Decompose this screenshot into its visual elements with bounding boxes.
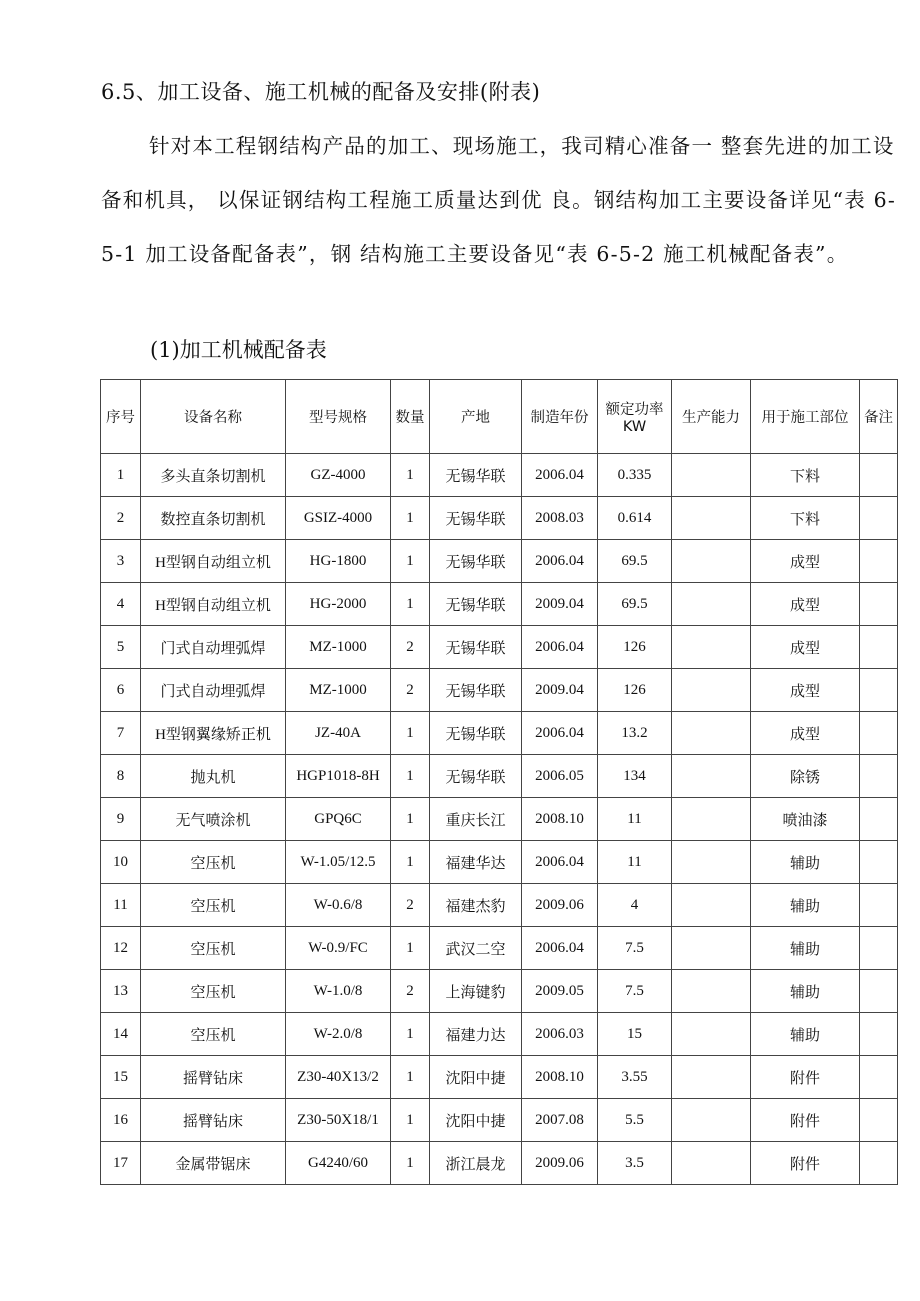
cell-model: MZ-1000	[286, 669, 391, 712]
cell-note	[860, 626, 898, 669]
cell-name: 金属带锯床	[141, 1142, 286, 1185]
cell-model: HGP1018-8H	[286, 755, 391, 798]
cell-capacity	[672, 927, 751, 970]
cell-model: GZ-4000	[286, 454, 391, 497]
cell-capacity	[672, 798, 751, 841]
cell-origin: 无锡华联	[430, 540, 522, 583]
table-row	[101, 454, 898, 497]
cell-no: 17	[101, 1142, 141, 1185]
cell-year: 2006.04	[522, 626, 598, 669]
cell-year: 2006.04	[522, 454, 598, 497]
cell-model: GPQ6C	[286, 798, 391, 841]
cell-origin: 沈阳中捷	[430, 1056, 522, 1099]
cell-usage: 喷油漆	[751, 798, 860, 841]
cell-no: 15	[101, 1056, 141, 1099]
header-qty: 数量	[391, 380, 430, 454]
cell-model: W-0.6/8	[286, 884, 391, 927]
cell-year: 2006.04	[522, 540, 598, 583]
cell-model: W-0.9/FC	[286, 927, 391, 970]
cell-note	[860, 884, 898, 927]
cell-year: 2006.03	[522, 1013, 598, 1056]
cell-name: 空压机	[141, 841, 286, 884]
equipment-table	[100, 379, 898, 1185]
cell-note	[860, 669, 898, 712]
cell-usage: 附件	[751, 1099, 860, 1142]
cell-name: 空压机	[141, 927, 286, 970]
cell-origin: 上海键豹	[430, 970, 522, 1013]
cell-power: 13.2	[598, 712, 672, 755]
cell-name: 数控直条切割机	[141, 497, 286, 540]
cell-model: G4240/60	[286, 1142, 391, 1185]
header-power-unit: KW	[622, 419, 647, 435]
cell-capacity	[672, 669, 751, 712]
cell-year: 2008.10	[522, 1056, 598, 1099]
cell-year: 2006.04	[522, 712, 598, 755]
cell-power: 5.5	[598, 1099, 672, 1142]
cell-year: 2008.03	[522, 497, 598, 540]
cell-year: 2009.06	[522, 1142, 598, 1185]
cell-power: 11	[598, 841, 672, 884]
table-row	[101, 1013, 898, 1056]
cell-capacity	[672, 454, 751, 497]
cell-name: 无气喷涂机	[141, 798, 286, 841]
cell-origin: 福建华达	[430, 841, 522, 884]
cell-year: 2009.06	[522, 884, 598, 927]
table-row	[101, 540, 898, 583]
cell-power: 11	[598, 798, 672, 841]
cell-name: H型钢自动组立机	[141, 583, 286, 626]
cell-year: 2009.04	[522, 583, 598, 626]
cell-model: W-2.0/8	[286, 1013, 391, 1056]
cell-model: Z30-50X18/1	[286, 1099, 391, 1142]
cell-qty: 1	[391, 712, 430, 755]
cell-qty: 2	[391, 884, 430, 927]
cell-qty: 1	[391, 755, 430, 798]
cell-origin: 重庆长江	[430, 798, 522, 841]
cell-note	[860, 1056, 898, 1099]
cell-usage: 附件	[751, 1142, 860, 1185]
cell-capacity	[672, 884, 751, 927]
section-heading: 6.5、加工设备、施工机械的配备及安排(附表)	[101, 80, 541, 104]
cell-capacity	[672, 540, 751, 583]
cell-usage: 成型	[751, 626, 860, 669]
cell-origin: 武汉二空	[430, 927, 522, 970]
cell-no: 3	[101, 540, 141, 583]
cell-origin: 浙江晨龙	[430, 1142, 522, 1185]
cell-origin: 无锡华联	[430, 497, 522, 540]
cell-power: 126	[598, 626, 672, 669]
cell-usage: 辅助	[751, 841, 860, 884]
cell-name: 门式自动埋弧焊	[141, 626, 286, 669]
cell-model: W-1.0/8	[286, 970, 391, 1013]
cell-note	[860, 927, 898, 970]
cell-no: 5	[101, 626, 141, 669]
cell-no: 7	[101, 712, 141, 755]
cell-qty: 1	[391, 1142, 430, 1185]
cell-no: 1	[101, 454, 141, 497]
cell-origin: 无锡华联	[430, 669, 522, 712]
intro-paragraph: 针对本工程钢结构产品的加工、现场施工，我司精心准备一 整套先进的加工设备和机具， 以保证钢结构工程施工质量达到优 良。钢结构加工主要设备详见“表 6-5-1 加工设备配备表”，钢 结构施工主要设备见“表 6-5-2 施工机械配备表”。	[101, 134, 896, 266]
cell-qty: 2	[391, 626, 430, 669]
header-capacity: 生产能力	[672, 380, 751, 454]
cell-qty: 1	[391, 1013, 430, 1056]
cell-no: 14	[101, 1013, 141, 1056]
cell-qty: 1	[391, 1099, 430, 1142]
cell-note	[860, 1099, 898, 1142]
cell-year: 2006.04	[522, 841, 598, 884]
cell-note	[860, 755, 898, 798]
table-row	[101, 970, 898, 1013]
cell-name: 多头直条切割机	[141, 454, 286, 497]
cell-year: 2008.10	[522, 798, 598, 841]
cell-year: 2006.05	[522, 755, 598, 798]
cell-qty: 1	[391, 798, 430, 841]
cell-power: 4	[598, 884, 672, 927]
table-row	[101, 798, 898, 841]
cell-power: 0.614	[598, 497, 672, 540]
cell-note	[860, 454, 898, 497]
cell-year: 2006.04	[522, 927, 598, 970]
cell-name: 空压机	[141, 884, 286, 927]
cell-origin: 无锡华联	[430, 583, 522, 626]
cell-note	[860, 798, 898, 841]
cell-no: 8	[101, 755, 141, 798]
cell-usage: 下料	[751, 497, 860, 540]
table-row	[101, 497, 898, 540]
header-note: 备注	[860, 380, 898, 454]
cell-year: 2009.05	[522, 970, 598, 1013]
cell-name: 空压机	[141, 1013, 286, 1056]
cell-qty: 2	[391, 669, 430, 712]
cell-capacity	[672, 497, 751, 540]
cell-model: GSIZ-4000	[286, 497, 391, 540]
table-row	[101, 841, 898, 884]
table-row	[101, 669, 898, 712]
cell-usage: 成型	[751, 712, 860, 755]
cell-power: 7.5	[598, 970, 672, 1013]
cell-name: H型钢翼缘矫正机	[141, 712, 286, 755]
cell-origin: 无锡华联	[430, 755, 522, 798]
table-row	[101, 626, 898, 669]
cell-model: Z30-40X13/2	[286, 1056, 391, 1099]
cell-usage: 除锈	[751, 755, 860, 798]
cell-name: 抛丸机	[141, 755, 286, 798]
header-power-label: 额定功率	[605, 402, 664, 418]
table-header-row	[101, 380, 898, 454]
cell-note	[860, 970, 898, 1013]
cell-power: 69.5	[598, 540, 672, 583]
cell-year: 2009.04	[522, 669, 598, 712]
cell-qty: 2	[391, 970, 430, 1013]
cell-origin: 沈阳中捷	[430, 1099, 522, 1142]
cell-capacity	[672, 583, 751, 626]
cell-qty: 1	[391, 583, 430, 626]
cell-capacity	[672, 1056, 751, 1099]
header-usage: 用于施工部位	[751, 380, 860, 454]
table-row	[101, 1056, 898, 1099]
header-no: 序号	[101, 380, 141, 454]
cell-usage: 下料	[751, 454, 860, 497]
cell-name: 摇臂钻床	[141, 1099, 286, 1142]
cell-model: MZ-1000	[286, 626, 391, 669]
cell-usage: 辅助	[751, 970, 860, 1013]
cell-model: HG-2000	[286, 583, 391, 626]
cell-power: 69.5	[598, 583, 672, 626]
cell-no: 10	[101, 841, 141, 884]
cell-no: 4	[101, 583, 141, 626]
header-origin: 产地	[430, 380, 522, 454]
table-row	[101, 1099, 898, 1142]
cell-no: 9	[101, 798, 141, 841]
cell-year: 2007.08	[522, 1099, 598, 1142]
cell-no: 13	[101, 970, 141, 1013]
cell-origin: 无锡华联	[430, 712, 522, 755]
cell-capacity	[672, 755, 751, 798]
cell-usage: 附件	[751, 1056, 860, 1099]
cell-usage: 成型	[751, 583, 860, 626]
cell-model: JZ-40A	[286, 712, 391, 755]
cell-name: H型钢自动组立机	[141, 540, 286, 583]
table-row	[101, 1142, 898, 1185]
cell-note	[860, 497, 898, 540]
table-row	[101, 884, 898, 927]
cell-note	[860, 841, 898, 884]
header-name: 设备名称	[141, 380, 286, 454]
cell-capacity	[672, 1013, 751, 1056]
cell-qty: 1	[391, 540, 430, 583]
cell-name: 门式自动埋弧焊	[141, 669, 286, 712]
cell-origin: 福建力达	[430, 1013, 522, 1056]
cell-no: 16	[101, 1099, 141, 1142]
cell-power: 3.55	[598, 1056, 672, 1099]
header-power	[598, 380, 672, 454]
cell-model: W-1.05/12.5	[286, 841, 391, 884]
cell-usage: 辅助	[751, 884, 860, 927]
cell-model: HG-1800	[286, 540, 391, 583]
cell-usage: 辅助	[751, 1013, 860, 1056]
table-row	[101, 927, 898, 970]
cell-usage: 辅助	[751, 927, 860, 970]
cell-power: 126	[598, 669, 672, 712]
cell-note	[860, 1013, 898, 1056]
cell-capacity	[672, 1099, 751, 1142]
cell-usage: 成型	[751, 540, 860, 583]
cell-origin: 无锡华联	[430, 626, 522, 669]
cell-qty: 1	[391, 927, 430, 970]
cell-qty: 1	[391, 841, 430, 884]
cell-note	[860, 712, 898, 755]
cell-origin: 无锡华联	[430, 454, 522, 497]
cell-qty: 1	[391, 1056, 430, 1099]
table-body	[101, 454, 898, 1185]
cell-capacity	[672, 970, 751, 1013]
cell-no: 11	[101, 884, 141, 927]
cell-power: 7.5	[598, 927, 672, 970]
table-caption: (1)加工机械配备表	[150, 338, 327, 362]
cell-capacity	[672, 1142, 751, 1185]
cell-note	[860, 1142, 898, 1185]
header-model: 型号规格	[286, 380, 391, 454]
cell-no: 6	[101, 669, 141, 712]
cell-capacity	[672, 626, 751, 669]
cell-power: 0.335	[598, 454, 672, 497]
cell-name: 摇臂钻床	[141, 1056, 286, 1099]
cell-power: 15	[598, 1013, 672, 1056]
cell-power: 134	[598, 755, 672, 798]
cell-origin: 福建杰豹	[430, 884, 522, 927]
cell-note	[860, 583, 898, 626]
cell-note	[860, 540, 898, 583]
cell-qty: 1	[391, 497, 430, 540]
cell-no: 2	[101, 497, 141, 540]
cell-capacity	[672, 712, 751, 755]
table-row	[101, 712, 898, 755]
cell-usage: 成型	[751, 669, 860, 712]
cell-capacity	[672, 841, 751, 884]
cell-no: 12	[101, 927, 141, 970]
header-year: 制造年份	[522, 380, 598, 454]
cell-power: 3.5	[598, 1142, 672, 1185]
table-row	[101, 755, 898, 798]
table-row	[101, 583, 898, 626]
cell-name: 空压机	[141, 970, 286, 1013]
cell-qty: 1	[391, 454, 430, 497]
